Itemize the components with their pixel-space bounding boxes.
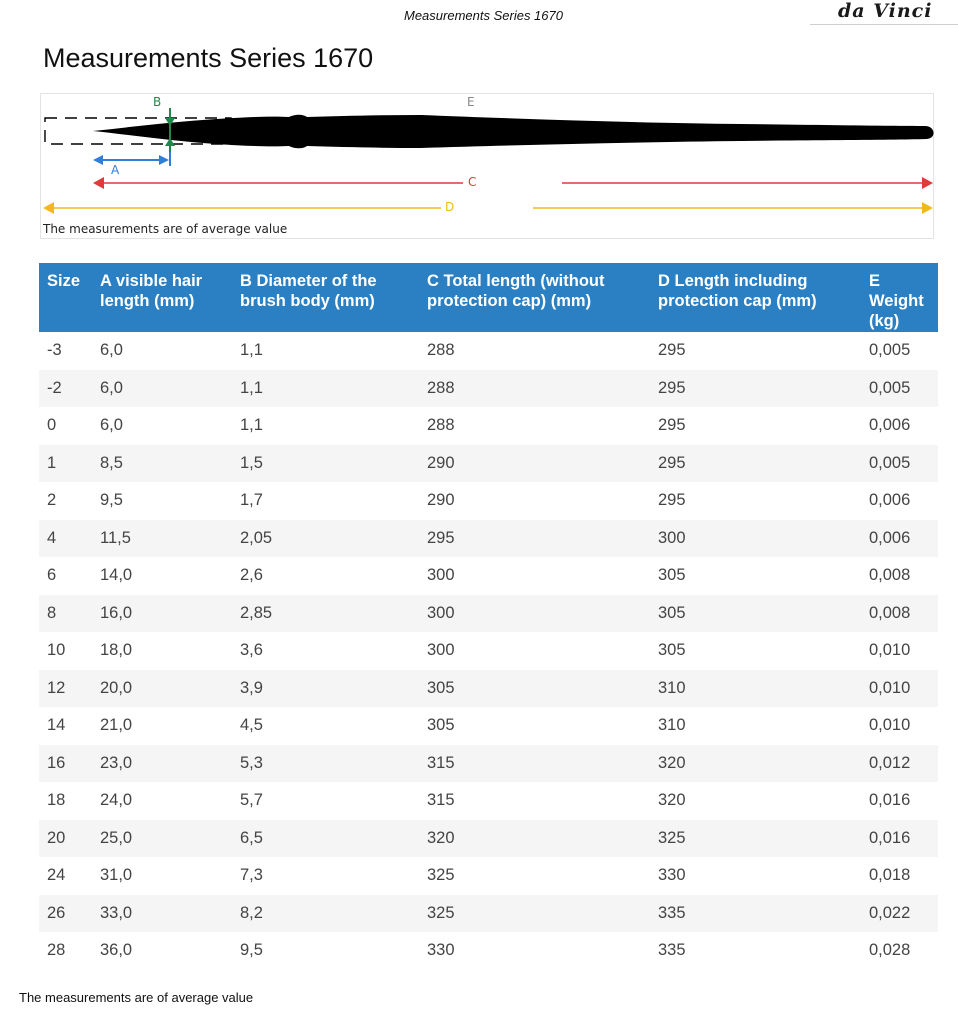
weight-cell: 0,010 [861, 632, 938, 670]
weight-cell: 0,016 [861, 782, 938, 820]
total-length-cell: 300 [419, 595, 650, 633]
weight-cell: 0,010 [861, 707, 938, 745]
total-length-cell: 288 [419, 370, 650, 408]
table-row [39, 370, 938, 408]
total-length-cell: 300 [419, 632, 650, 670]
total-length-cell: 325 [419, 895, 650, 933]
weight-cell: 0,022 [861, 895, 938, 933]
visible-hair-length-cell: 31,0 [92, 857, 232, 895]
column-header-length-with-cap: D Length including protection cap (mm) [650, 263, 861, 332]
visible-hair-length-cell: 20,0 [92, 670, 232, 708]
visible-hair-length-cell: 9,5 [92, 482, 232, 520]
visible-hair-length-cell: 8,5 [92, 445, 232, 483]
total-length-cell: 300 [419, 557, 650, 595]
measurements-table-wrap [39, 263, 938, 970]
table-row [39, 895, 938, 933]
length-with-cap-cell: 305 [650, 632, 861, 670]
size-cell: 28 [39, 932, 92, 970]
size-cell: 26 [39, 895, 92, 933]
length-with-cap-cell: 295 [650, 370, 861, 408]
length-with-cap-cell: 305 [650, 595, 861, 633]
brush-diameter-cell: 9,5 [232, 932, 419, 970]
table-row [39, 632, 938, 670]
brand-logo [810, 0, 958, 25]
table-row [39, 820, 938, 858]
top-header [0, 0, 958, 30]
brush-diameter-cell: 1,1 [232, 370, 419, 408]
table-row [39, 857, 938, 895]
size-cell: -3 [39, 332, 92, 370]
brush-diameter-cell: 1,7 [232, 482, 419, 520]
dimension-c-arrow [93, 177, 933, 189]
table-row [39, 782, 938, 820]
length-with-cap-cell: 310 [650, 670, 861, 708]
visible-hair-length-cell: 14,0 [92, 557, 232, 595]
length-with-cap-cell: 330 [650, 857, 861, 895]
weight-cell: 0,028 [861, 932, 938, 970]
table-row [39, 332, 938, 370]
weight-cell: 0,012 [861, 745, 938, 783]
brush-diameter-cell: 1,1 [232, 407, 419, 445]
total-length-cell: 288 [419, 332, 650, 370]
length-with-cap-cell: 300 [650, 520, 861, 558]
weight-cell: 0,005 [861, 370, 938, 408]
measurements-table [39, 263, 938, 970]
header-caption: Measurements Series 1670 [404, 8, 563, 23]
table-row [39, 595, 938, 633]
length-with-cap-cell: 295 [650, 482, 861, 520]
size-cell: 6 [39, 557, 92, 595]
total-length-cell: 305 [419, 707, 650, 745]
column-header-brush-diameter: B Diameter of the brush body (mm) [232, 263, 419, 332]
dimension-b-label: B [153, 95, 162, 109]
column-header-total-length: C Total length (without protection cap) (mm) [419, 263, 650, 332]
brush-diameter-cell: 1,1 [232, 332, 419, 370]
visible-hair-length-cell: 23,0 [92, 745, 232, 783]
table-row [39, 482, 938, 520]
length-with-cap-cell: 295 [650, 407, 861, 445]
total-length-cell: 315 [419, 782, 650, 820]
total-length-cell: 325 [419, 857, 650, 895]
weight-cell: 0,006 [861, 482, 938, 520]
dimension-c-label: C [468, 175, 477, 189]
table-row [39, 557, 938, 595]
column-header-visible-hair-length: A visible hair length (mm) [92, 263, 232, 332]
length-with-cap-cell: 320 [650, 782, 861, 820]
brush-measurement-diagram [40, 93, 934, 239]
dimension-d-arrow [43, 202, 933, 214]
size-cell: 16 [39, 745, 92, 783]
brush-silhouette [93, 115, 934, 149]
table-header-row [39, 263, 938, 332]
weight-cell: 0,005 [861, 332, 938, 370]
brush-diameter-cell: 1,5 [232, 445, 419, 483]
length-with-cap-cell: 295 [650, 445, 861, 483]
table-row [39, 407, 938, 445]
brush-diameter-cell: 5,7 [232, 782, 419, 820]
total-length-cell: 330 [419, 932, 650, 970]
brush-diameter-cell: 8,2 [232, 895, 419, 933]
table-row [39, 445, 938, 483]
brush-diameter-cell: 6,5 [232, 820, 419, 858]
size-cell: 4 [39, 520, 92, 558]
size-cell: 14 [39, 707, 92, 745]
weight-cell: 0,016 [861, 820, 938, 858]
table-row [39, 745, 938, 783]
visible-hair-length-cell: 11,5 [92, 520, 232, 558]
size-cell: 2 [39, 482, 92, 520]
size-cell: 8 [39, 595, 92, 633]
dimension-d-label: D [445, 200, 455, 214]
length-with-cap-cell: 310 [650, 707, 861, 745]
brush-diameter-cell: 3,9 [232, 670, 419, 708]
size-cell: 24 [39, 857, 92, 895]
table-row [39, 520, 938, 558]
visible-hair-length-cell: 6,0 [92, 332, 232, 370]
total-length-cell: 320 [419, 820, 650, 858]
brush-diameter-cell: 3,6 [232, 632, 419, 670]
visible-hair-length-cell: 21,0 [92, 707, 232, 745]
column-header-weight: E Weight (kg) [861, 263, 938, 332]
brush-diagram-svg [41, 94, 935, 240]
weight-cell: 0,006 [861, 520, 938, 558]
weight-cell: 0,006 [861, 407, 938, 445]
total-length-cell: 290 [419, 482, 650, 520]
brush-diameter-cell: 2,85 [232, 595, 419, 633]
column-header-size: Size [39, 263, 92, 332]
size-cell: 20 [39, 820, 92, 858]
length-with-cap-cell: 295 [650, 332, 861, 370]
size-cell: 12 [39, 670, 92, 708]
total-length-cell: 315 [419, 745, 650, 783]
table-row [39, 670, 938, 708]
table-body [39, 332, 938, 970]
brush-diameter-cell: 2,6 [232, 557, 419, 595]
footer-note: The measurements are of average value [19, 990, 254, 1005]
weight-cell: 0,018 [861, 857, 938, 895]
brand-logo-text: da Vinci [838, 0, 933, 22]
page-title: Measurements Series 1670 [43, 43, 374, 73]
visible-hair-length-cell: 36,0 [92, 932, 232, 970]
visible-hair-length-cell: 18,0 [92, 632, 232, 670]
total-length-cell: 288 [419, 407, 650, 445]
length-with-cap-cell: 320 [650, 745, 861, 783]
weight-cell: 0,010 [861, 670, 938, 708]
total-length-cell: 305 [419, 670, 650, 708]
dimension-a-label: A [111, 163, 120, 177]
visible-hair-length-cell: 24,0 [92, 782, 232, 820]
brush-diameter-cell: 4,5 [232, 707, 419, 745]
size-cell: 0 [39, 407, 92, 445]
dimension-a-arrow [93, 152, 170, 166]
brush-diameter-cell: 2,05 [232, 520, 419, 558]
size-cell: -2 [39, 370, 92, 408]
visible-hair-length-cell: 6,0 [92, 407, 232, 445]
brush-diameter-cell: 5,3 [232, 745, 419, 783]
length-with-cap-cell: 325 [650, 820, 861, 858]
dimension-e-label: E [467, 95, 475, 109]
total-length-cell: 295 [419, 520, 650, 558]
visible-hair-length-cell: 33,0 [92, 895, 232, 933]
visible-hair-length-cell: 6,0 [92, 370, 232, 408]
size-cell: 1 [39, 445, 92, 483]
weight-cell: 0,008 [861, 595, 938, 633]
total-length-cell: 290 [419, 445, 650, 483]
size-cell: 10 [39, 632, 92, 670]
visible-hair-length-cell: 16,0 [92, 595, 232, 633]
weight-cell: 0,008 [861, 557, 938, 595]
diagram-note: The measurements are of average value [43, 222, 288, 236]
size-cell: 18 [39, 782, 92, 820]
table-row [39, 932, 938, 970]
length-with-cap-cell: 335 [650, 932, 861, 970]
length-with-cap-cell: 305 [650, 557, 861, 595]
visible-hair-length-cell: 25,0 [92, 820, 232, 858]
brush-diameter-cell: 7,3 [232, 857, 419, 895]
table-row [39, 707, 938, 745]
length-with-cap-cell: 335 [650, 895, 861, 933]
weight-cell: 0,005 [861, 445, 938, 483]
